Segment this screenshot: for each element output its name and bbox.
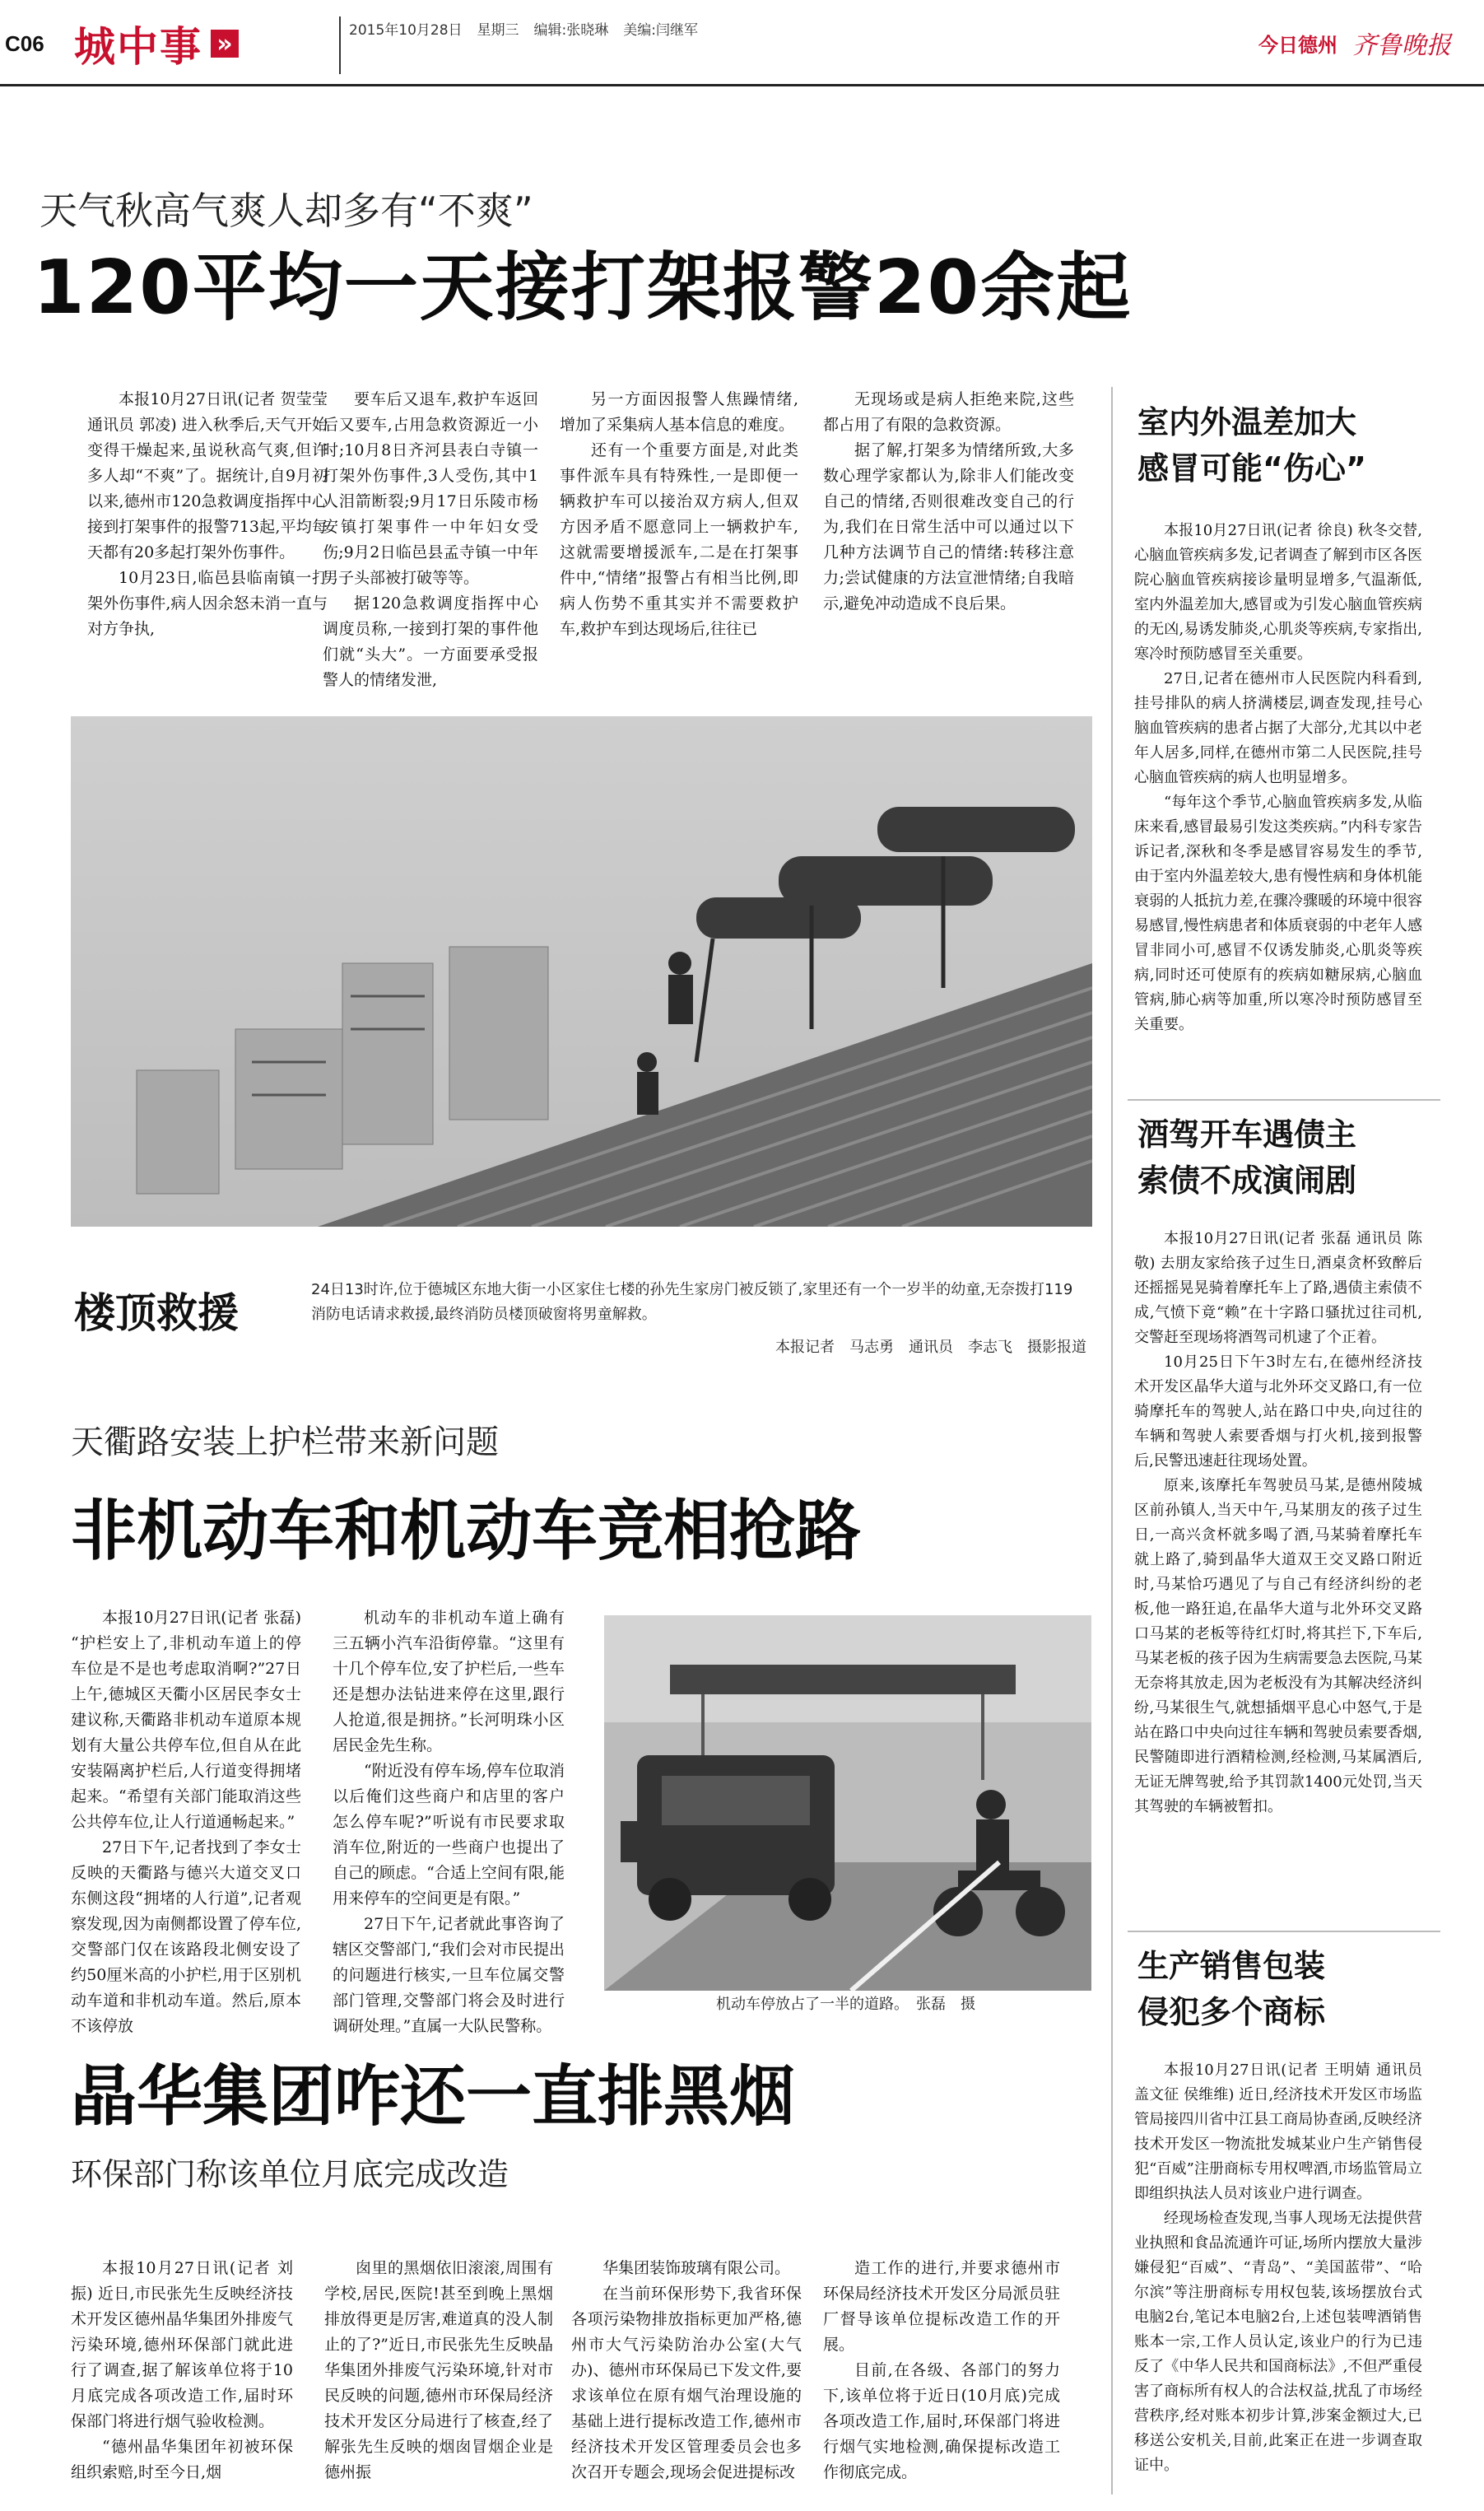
paragraph: “每年这个季节,心脑血管疾病多发,从临床来看,感冒最易引发这类疾病。”内科专家告诉记者,深秋和冬季是感冒容易发生的季节,由于室内外温差较大,患有慢性病和身体机能衰弱的人抵抗力差,在骤冷骤暖的环境中很容易感冒,慢性病患者和体质衰弱的中老年人感冒非同小可,感冒不仅诱发肺炎,心肌炎等疾病,同时还可使原有的疾病如糖尿病,心脑血管病,肺心病等加重,所以寒冷时预防感冒至关重要。 bbox=[1134, 794, 1422, 1033]
masthead-left bbox=[0, 15, 239, 72]
story2-col-2 bbox=[333, 1605, 565, 2033]
sidebar-separator bbox=[1128, 1099, 1440, 1101]
story1-col-3 bbox=[560, 387, 798, 733]
paragraph: “德州晶华集团年初被环保组织索赔,时至今日,烟 bbox=[71, 2438, 293, 2481]
sidebar-divider bbox=[1111, 387, 1113, 2495]
paragraph: 27日下午,记者就此事咨询了辖区交警部门,“我们会对市民提出的问题进行核实,一旦车位属交警部门管理,交警部门将会及时进行调研处理。”直属一大队民警称。 bbox=[333, 1915, 565, 2033]
paragraph: 本报10月27日讯(记者 张磊 通讯员 陈敬) 去朋友家给孩子过生日,酒桌贪杯致醉后还摇摇晃晃骑着摩托车上了路,遇债主索债不成,气愤下竟“赖”在十字路口骚扰过往司机,交警赶至现场将酒驾司机逮了个正着。 bbox=[1134, 1230, 1422, 1346]
brand-logo: 齐鲁晚报 bbox=[1352, 31, 1451, 60]
paragraph: 华集团装饰玻璃有限公司。 bbox=[602, 2259, 791, 2277]
paragraph: 10月25日下午3时左右,在德州经济技术开发区晶华大道与北外环交叉路口,有一位骑摩托车的驾驶人,站在路口中央,向过往的车辆和驾驶人索要香烟与打火机,接到报警后,民警迅速赶往现场处置。 bbox=[1134, 1353, 1422, 1470]
paragraph: 据了解,打架多为情绪所致,大多数心理学家都认为,除非人们能改变自己的情绪,否则很难改变自己的行为,我们在日常生活中可以通过以下几种方法调节自己的情绪:转移注意力;尝试健康的方法宣泄情绪;自我暗示,避免冲动造成不良后果。 bbox=[823, 441, 1074, 613]
sidebar-story1-body bbox=[1134, 519, 1422, 1087]
paragraph: 要车后又退车,救护车返回后又要车,占用急救资源近一小时;10月8日齐河县表白寺镇一打架外伤事件,3人受伤,其中1人泪箭断裂;9月17日乐陵市杨安镇打架事件一中年妇女受伤;9月2日临邑县孟寺镇一中年男子头部被打破等等。 bbox=[323, 390, 538, 587]
rooftop-rescue-caption: 24日13时许,位于德城区东地大街一小区家住七楼的孙先生家房门被反锁了,家里还有一个一岁半的幼童,无奈拨打119消防电话请求救援,最终消防员楼顶破窗将男童解救。 bbox=[311, 1281, 1073, 1323]
sidebar-story1-title bbox=[1137, 399, 1366, 491]
story1-headline: 120平均一天接打架报警20余起 bbox=[33, 245, 1133, 331]
sidebar-story3-title bbox=[1137, 1943, 1325, 2035]
header-rule bbox=[0, 84, 1484, 86]
page-number: C06 bbox=[5, 30, 44, 56]
story3-headline: 晶华集团咋还一直排黑烟 bbox=[71, 2058, 795, 2135]
paragraph: 无现场或是病人拒绝来院,这些都占用了有限的急救资源。 bbox=[823, 390, 1074, 434]
paragraph: 机动车的非机动车道上确有三五辆小汽车沿街停靠。“这里有十几个停车位,安了护栏后,一些车还是想办法钻进来停在这里,跟行人抢道,很是拥挤。”长河明珠小区居民金先生称。 bbox=[333, 1609, 565, 1754]
chevron-right-icon: » bbox=[211, 30, 239, 58]
story3-col-1 bbox=[71, 2256, 293, 2486]
brand bbox=[1258, 25, 1451, 61]
sidebar-story2-body bbox=[1134, 1227, 1422, 1926]
paragraph: 27日下午,记者找到了李女士反映的天衢路与德兴大道交叉口东侧这段“拥堵的人行道”,记者观察发现,因为南侧都设置了停车位,交警部门仅在该路段北侧安设了约50厘米高的小护栏,用于区别机动车道和非机动车道。然后,原本不该停放 bbox=[71, 1838, 301, 2033]
traffic-photo-caption: 机动车停放占了一半的道路。 张磊 摄 bbox=[716, 1996, 975, 2013]
issue-date: 2015年10月28日 bbox=[349, 22, 463, 39]
paragraph: 囱里的黑烟依旧滚滚,周围有学校,居民,医院!甚至到晚上黑烟排放得更是厉害,难道真的没人制止的了?”近日,市民张先生反映晶华集团外排废气污染环境,针对市民反映的问题,德州市环保局经济技术开发区分局进行了核查,经了解张先生反映的烟囱冒烟企业是德州振 bbox=[324, 2259, 553, 2481]
rooftop-rescue-label: 楼顶救援 bbox=[74, 1289, 239, 1337]
section-title: 城中事 bbox=[74, 23, 202, 71]
story2-col-1 bbox=[71, 1605, 301, 2033]
designer-credit: 美编:闫继军 bbox=[623, 22, 698, 39]
rooftop-rescue-photo bbox=[71, 716, 1092, 1227]
paragraph: 另一方面因报警人焦躁情绪,增加了采集病人基本信息的难度。 bbox=[560, 390, 798, 434]
story3-col-2 bbox=[324, 2256, 553, 2486]
rooftop-rescue-credit: 本报记者 马志勇 通讯员 李志飞 摄影报道 bbox=[775, 1339, 1086, 1356]
paragraph: 原来,该摩托车驾驶员马某,是德州陵城区前孙镇人,当天中午,马某朋友的孩子过生日,一高兴贪杯就多喝了酒,马某骑着摩托车就上路了,骑到晶华大道双王交叉路口附近时,马某恰巧遇见了与自己有经济纠纷的老板,他一路狂追,在晶华大道与北外环交叉路口马某的老板等待红灯时,将其拦下,下车后,马某老板的孩子因为生病需要急去医院,马某无奈将其放走,因为老板没有为其解决经济纠纷,马某很生气,就想插烟平息心中怒气,于是站在路口中央向过往车辆和驾驶员索要香烟,民警随即进行酒精检测,经检测,马某属酒后,无证无牌驾驶,给予其罚款1400元处罚,当天其驾驶的车辆被暂扣。 bbox=[1134, 1477, 1422, 1815]
issue-weekday: 星期三 bbox=[477, 22, 519, 39]
paragraph: 经现场检查发现,当事人现场无法提供营业执照和食品流通许可证,场所内摆放大量涉嫌侵犯“百威”、“青岛”、“美国蓝带”、“哈尔滨”等注册商标专用权包装,该场摆放台式电脑2台,笔记本电脑2台,上述包装啤酒销售账本一宗,工作人员认定,该业户的行为已违反了《中华人民共和国商标法》,不但严重侵害了商标所有权人的合法权益,扰乱了市场经营秩序,经对账本初步计算,涉案金额过大,已移送公安机关,目前,此案正在进一步调查取证中。 bbox=[1134, 2210, 1422, 2474]
story3-col-4 bbox=[823, 2256, 1060, 2486]
paragraph: 本报10月27日讯(记者 张磊) “护栏安上了,非机动车道上的停车位是不是也考虑取消啊?”27日上午,德城区天衢小区居民李女士建议称,天衢路非机动车道原本规划有大量公共停车位,但自从在此安装隔离护栏后,人行道变得拥堵起来。“希望有关部门能取消这些公共停车位,让人行道通畅起来。” bbox=[71, 1609, 301, 1831]
title-line: 室内外温差加大 bbox=[1137, 404, 1357, 440]
editor-credit: 编辑:张晓琳 bbox=[533, 22, 609, 39]
sidebar-story3-body bbox=[1134, 2058, 1422, 2495]
paragraph: 本报10月27日讯(记者 徐良) 秋冬交替,心脑血管疾病多发,记者调查了解到市区各医院心脑血管疾病接诊量明显增多,气温渐低,室内外温差加大,感冒或为引发心脑血管疾病的无凶,易诱发肺炎,心肌炎等疾病,专家指出,寒冷时预防感冒至关重要。 bbox=[1134, 522, 1422, 663]
story3-col-3 bbox=[571, 2256, 802, 2486]
paragraph: 10月23日,临邑县临南镇一打架外伤事件,病人因余怒未消一直与对方争执, bbox=[87, 569, 328, 638]
issue-meta bbox=[349, 18, 698, 39]
paragraph: 本报10月27日讯(记者 刘振) 近日,市民张先生反映经济技术开发区德州晶华集团外排废气污染环境,德州环保部门就此进行了调查,据了解该单位将于10月底完成各项改造工作,届时环保部门将进行烟气验收检测。 bbox=[71, 2259, 293, 2430]
sidebar-story2-title bbox=[1137, 1111, 1356, 1204]
paragraph: 在当前环保形势下,我省环保各项污染物排放指标更加严格,德州市大气污染防治办公室(大气办)、德州市环保局已下发文件,要求该单位在原有烟气治理设施的基础上进行提标改造工作,德州市经济技术开发区管理委员会也多次召开专题会,现场会促进提标改 bbox=[571, 2285, 802, 2481]
sidebar-separator bbox=[1128, 1931, 1440, 1932]
paragraph: 造工作的进行,并要求德州市环保局经济技术开发区分局派员驻厂督导该单位提标改造工作的开展。 bbox=[823, 2259, 1060, 2354]
story1-col-2 bbox=[323, 387, 538, 733]
paragraph: 27日,记者在德州市人民医院内科看到,挂号排队的病人挤满楼层,调查发现,挂号心脑血管疾病的患者占据了大部分,尤其以中老年人居多,同样,在德州市第二人民医院,挂号心脑血管疾病的病人也明显增多。 bbox=[1134, 670, 1422, 786]
title-line: 酒驾开车遇债主 bbox=[1137, 1116, 1357, 1153]
header-divider bbox=[339, 16, 341, 74]
story1-col-1 bbox=[87, 387, 328, 733]
title-line: 侵犯多个商标 bbox=[1137, 1994, 1326, 2030]
story2-kicker: 天衢路安装上护栏带来新问题 bbox=[71, 1423, 499, 1461]
brand-region: 今日德州 bbox=[1258, 33, 1337, 57]
paragraph: “附近没有停车场,停车位取消以后俺们这些商户和店里的客户怎么停车呢?”听说有市民要求取消车位,附近的一些商户也提出了自己的顾虑。“合适上空间有限,能用来停车的空间更是有限。” bbox=[333, 1762, 565, 1908]
paragraph: 据120急救调度指挥中心调度员称,一接到打架的事件他们就“头大”。一方面要承受报警人的情绪发泄, bbox=[323, 594, 538, 689]
paragraph: 本报10月27日讯(记者 王明婧 通讯员 盖文征 侯维维) 近日,经济技术开发区市场监管局接四川省中江县工商局协查函,反映经济技术开发区一物流批发城某业户生产销售侵犯“百威”注册商标专用权啤酒,市场监管局立即组织执法人员对该业户进行调查。 bbox=[1134, 2061, 1422, 2202]
title-line: 索债不成演闹剧 bbox=[1137, 1162, 1357, 1199]
story1-col-4 bbox=[823, 387, 1074, 733]
story2-headline: 非机动车和机动车竞相抢路 bbox=[71, 1493, 861, 1569]
title-line: 感冒可能“伤心” bbox=[1137, 450, 1366, 487]
title-line: 生产销售包装 bbox=[1137, 1948, 1326, 1984]
paragraph: 本报10月27日讯(记者 贺莹莹 通讯员 郭凌) 进入秋季后,天气开始变得干燥起来,虽说秋高气爽,但许多人却“不爽”了。据统计,自9月初以来,德州市120急救调度指挥中心接到打架事件的报警713起,平均每天都有20多起打架外伤事件。 bbox=[87, 390, 328, 561]
paragraph: 目前,在各级、各部门的努力下,该单位将于近日(10月底)完成各项改造工作,届时,环保部门将进行烟气实地检测,确保提标改造工作彻底完成。 bbox=[823, 2361, 1060, 2481]
story3-subhead: 环保部门称该单位月底完成改造 bbox=[71, 2156, 509, 2192]
traffic-photo bbox=[604, 1615, 1091, 1991]
paragraph: 还有一个重要方面是,对此类事件派车具有特殊性,一是即便一辆救护车可以接治双方病人,但双方因矛盾不愿意同上一辆救护车,这就需要增援派车,二是在打架事件中,“情绪”报警占有相当比例,即病人伤势不重其实并不需要救护车,救护车到达现场后,往往已 bbox=[560, 441, 798, 638]
story1-kicker: 天气秋高气爽人却多有“不爽” bbox=[40, 189, 533, 233]
